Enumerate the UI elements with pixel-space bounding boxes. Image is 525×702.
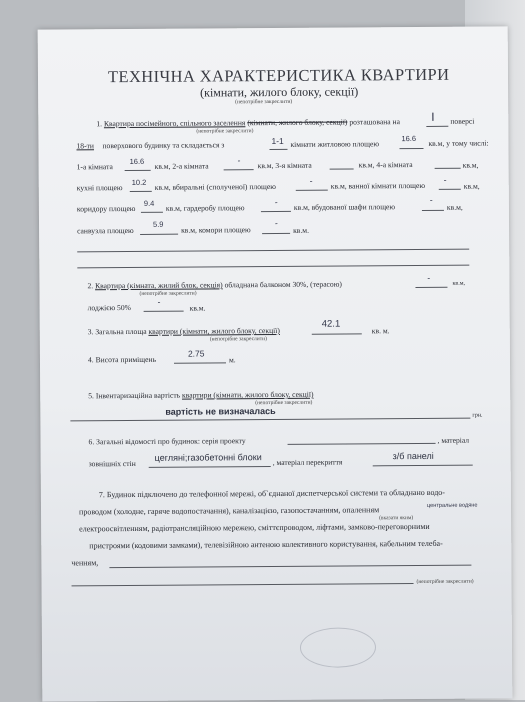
s5-line: 5. Інвентаризаційна вартість квартири (кімнати, жилого блоку, секції) <box>88 389 314 401</box>
rooms-value: 1-1 <box>271 135 284 147</box>
loggia-value: - <box>157 296 161 307</box>
indicate-note: (вказати яким) <box>379 515 414 522</box>
bath-value: - <box>443 174 447 185</box>
strike-note: (непотрібне закреслити) <box>235 98 293 106</box>
storeys-value: 18-ти <box>76 141 95 151</box>
ceiling-height-value: 2.75 <box>187 348 205 359</box>
strike-note: (непотрібне закреслити) <box>196 128 254 135</box>
strike-note: (непотрібне закреслити) <box>209 336 267 343</box>
storage-value: - <box>274 217 278 228</box>
document-page: ТЕХНІЧНА ХАРАКТЕРИСТИКА КВАРТИРИ (кімнати, жилого блоку, секції) (непотрібне закреслити) 1. Квартира посімейного, спільного заселення (кімнати, жилого блоку, секції) розташована на I поверсі (непотрібне закреслити) 18-ти поверхового будинку та складається з 1-1 кімнати житловою площею 16.6 кв.м, у тому числі: 1-а кімната 16.6 кв.м, 2-а кімната - кв.м, 3-я кімната кв.м, 4-а кімната кв.м, кухні площею 10.2 кв.м, вбиральні (сполученої) площею - кв.м, ванної кімнати площею - кв.м, коридору площею 9.4 кв.м, гардеробу площею - кв.м, вбудованої шафи площею - кв.м, санвузла площею 5.9 кв.м, комори площею - кв.м. 2. Квартира (кімната, жилий блок, секція) обладнана балконом 30%, (терасою) (непотрібне закреслити) - кв.м, лоджією 50% - кв.м. 3. Загальна площа квартири (кімнати, жилого блоку, секції) 42.1 кв. м. (непотрібне закреслити) 4. Висота приміщень 2.75 м. 5. Інвентаризаційна вартість квартири (кімнати, жилого блоку, секції) (непотрібне закреслити) вартість не визначалась грн. 6. Загальні відомості про будинок: серія проекту , матеріал зовнішніх стін цегляні;газобетонні блоки , матеріал перекриття з/б панелі 7. Будинок підключено до телефонної мережі, об`єднаної диспетчерської системи та обладнано водо- проводом (холодне, гаряче водопостачання), каналізацією, газопостачанням, опаленням центральне водяне (вказати яким) електроосвітленням, радіотрансляційною мережею, сміттєпроводом, ліфтами, замково-переговорними пристроями (кодовими замками), телевізійною антеною колективного користування, кабельним телеба- ченням, (непотрібне закреслити) <box>38 26 513 701</box>
floor-value: I <box>431 109 435 124</box>
s2-line1: 2. Квартира (кімната, жилий блок, секція) обладнана балконом 30%, (терасою) <box>87 279 342 291</box>
total-area-value: 42.1 <box>321 318 341 330</box>
terrace-value: - <box>427 272 431 283</box>
s1-line1: 1. Квартира посімейного, спільного заселення (кімнати, жилого блоку, секції) розташована на <box>96 117 400 129</box>
bathroom-value: 5.9 <box>152 219 164 229</box>
wardrobe-value: - <box>274 196 278 207</box>
living-area-value: 16.6 <box>401 134 417 144</box>
walls-material-value: цегляні;газобетонні блоки <box>154 452 262 463</box>
inventory-value: вартість не визначалась <box>165 405 276 417</box>
built-in-value: - <box>429 194 433 205</box>
wc-value: - <box>309 175 313 186</box>
document-title: ТЕХНІЧНА ХАРАКТЕРИСТИКА КВАРТИРИ <box>107 64 450 87</box>
document-subtitle: (кімнати, жилого блоку, секції) <box>200 84 359 100</box>
ceiling-material-value: з/б панелі <box>392 450 434 462</box>
room1-value: 16.6 <box>129 156 145 167</box>
room2-value: - <box>237 155 241 166</box>
strike-note: (непотрібне закреслити) <box>416 578 474 586</box>
heating-type-value: центральне водяне <box>426 502 478 509</box>
strike-note: (непотрібне закреслити) <box>139 290 197 297</box>
corridor-value: 9.4 <box>143 198 155 208</box>
s3-line: 3. Загальна площа квартири (кімнати, жилого блоку, секції) <box>87 325 280 337</box>
strike-note: (непотрібне закреслити) <box>255 399 313 407</box>
kitchen-value: 10.2 <box>131 177 147 187</box>
stamp-mark <box>300 627 376 668</box>
